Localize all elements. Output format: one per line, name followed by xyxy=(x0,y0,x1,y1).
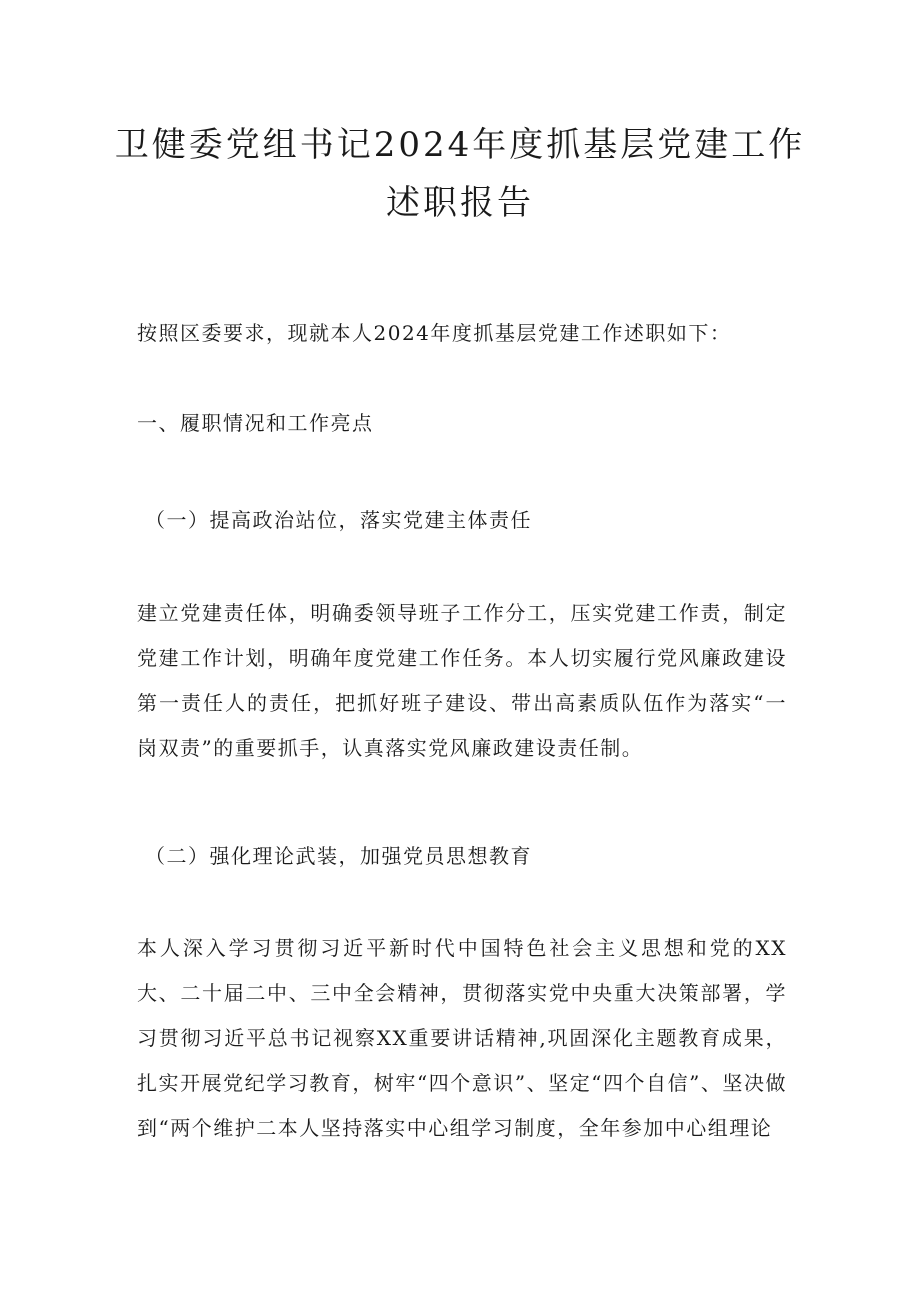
subsection2-heading: （二）强化理论武装，加强党员思想教育 xyxy=(145,844,532,868)
subsection2-body: 本人深入学习贯彻习近平新时代中国特色社会主义思想和党的XX大、二十届二中、三中全会精神，贯彻落实党中央重大决策部署，学习贯彻习近平总书记视察XX重要讲话精神,巩固深化主题教育成果，扎实开展党纪学习教育，树牢“四个意识”、坚定“四个自信”、坚决做到“两个维护二本人坚持落实中心组学习制度，全年参加中心组理论 xyxy=(137,936,787,1140)
document-title-line1: 卫健委党组书记2024年度抓基层党建工作 xyxy=(114,125,806,165)
intro-paragraph: 按照区委要求，现就本人2024年度抓基层党建工作述职如下： xyxy=(137,321,732,345)
section1-heading: 一、履职情况和工作亮点 xyxy=(137,411,374,435)
subsection1-heading: （一）提高政治站位，落实党建主体责任 xyxy=(145,508,532,532)
document-title-line2: 述职报告 xyxy=(386,183,534,223)
subsection1-body: 建立党建责任体，明确委领导班子工作分工，压实党建工作责，制定党建工作计划，明确年度党建工作任务。本人切实履行党风廉政建设第一责任人的责任，把抓好班子建设、带出高素质队伍作为落实“一岗双责”的重要抓手，认真落实党风廉政建设责任制。 xyxy=(137,601,787,760)
